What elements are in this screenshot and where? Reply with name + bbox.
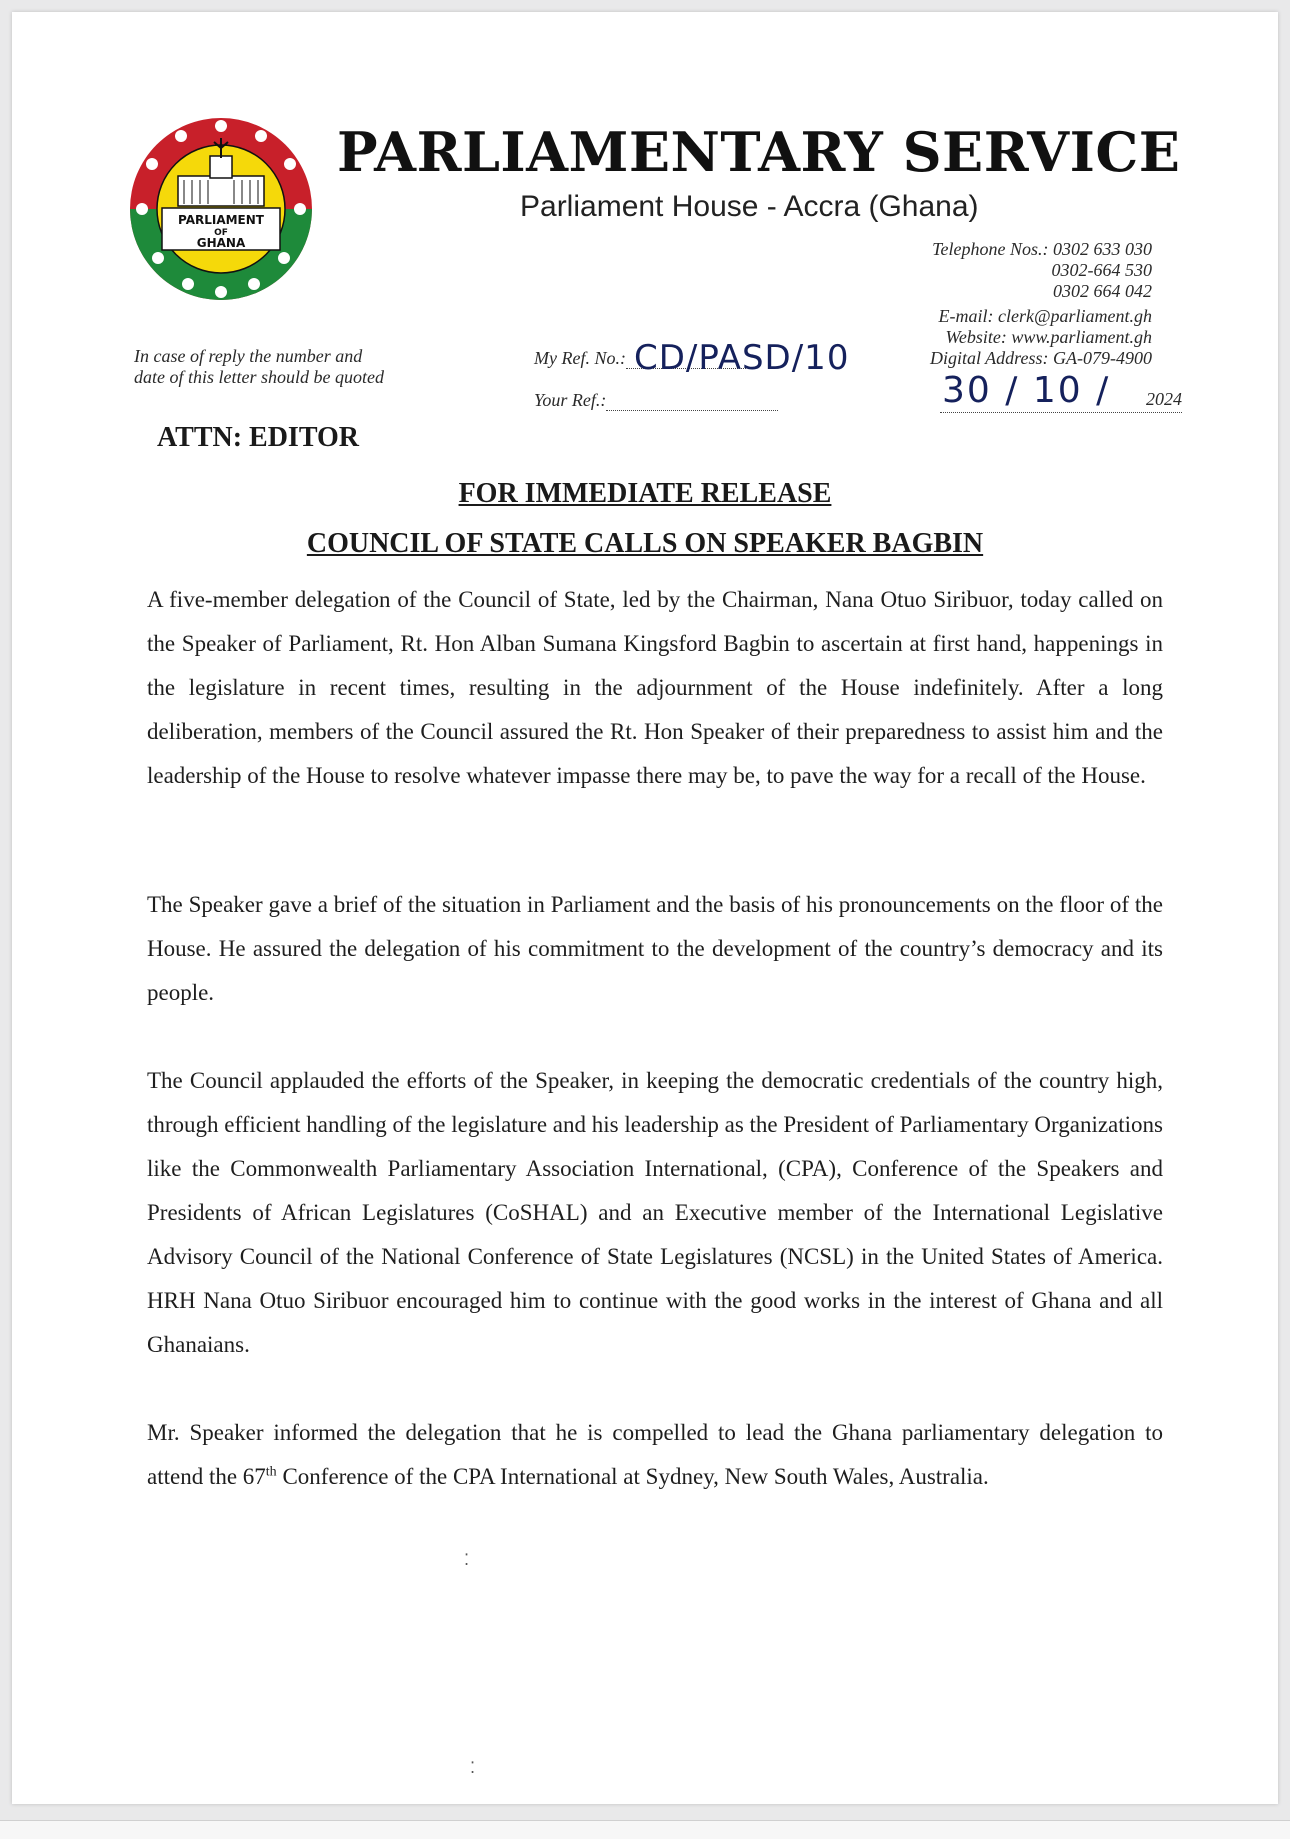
website-line: Website: www.parliament.gh <box>945 327 1152 347</box>
attn-line: ATTN: EDITOR <box>157 422 360 453</box>
org-address: Parliament House - Accra (Ghana) <box>520 190 979 223</box>
ordinal-suffix: th <box>265 1464 277 1480</box>
telephone-line-1: Telephone Nos.: 0302 633 030 <box>932 239 1152 259</box>
contact-block <box>930 239 1152 369</box>
logo-text-line-2: OF <box>214 228 228 238</box>
date-handwritten: 30 / 10 / <box>942 370 1111 411</box>
date-year: 2024 <box>1146 389 1182 409</box>
release-label: FOR IMMEDIATE RELEASE <box>458 478 832 509</box>
org-name: PARLIAMENTARY SERVICE <box>337 120 1181 184</box>
parliament-of-ghana-logo <box>128 116 314 302</box>
headline: COUNCIL OF STATE CALLS ON SPEAKER BAGBIN <box>306 528 984 559</box>
letter-page: PARLIAMENT OF GHANA PARLIAMENTARY SERVICE Parliament House - Accra (Ghana) Telephone Nos.: 0302 633 030 0302-664 530 0302 664 042 E-mail: clerk@parliament.gh Website: www.parliament.gh Digital Address: GA-079-4900 In case of reply the number and date of this letter should be quoted My Ref. No.: CD/PASD/10 Your Ref.: 30 / 10 / 2024 ATTN: EDITOR FOR IMMEDIATE RELEASE COUNCIL OF STATE CALLS ON SPEAKER BAGBIN A five-member delegation of the Council of State, led by the Chairman, Nana Otuo Siribuor, today called on the Speaker of Parliament, Rt. Hon Alban Sumana Kingsford Bagbin to ascertain at first hand, happenings in the legislature in recent times, resulting in the adjournment of the House indefinitely. After a long deliberation, members of the Council assured the Rt. Hon Speaker of their preparedness to assist him and the leadership of the House to resolve whatever impasse there may be, to pave the way for a recall of the House. The Speaker gave a brief of the situation in Parliament and the basis of his pronouncements on the floor of the House. He assured the delegation of his commitment to the development of the country’s democracy and its people. The Council applauded the efforts of the Speaker, in keeping the democratic credentials of the country high, through efficient handling of the legislature and his leadership as the President of Parliamentary Organizations like the Commonwealth Parliamentary Association International, (CPA), Conference of the Speakers and Presidents of African Legislatures (CoSHAL) and an Executive member of the International Legislative Advisory Council of the National Conference of State Legislatures (NCSL) in the United States of America. HRH Nana Otuo Siribuor encouraged him to continue with the good works in the interest of Ghana and all Ghanaians. Mr. Speaker informed the delegation that he is compelled to lead the Ghana parliamentary delegation to attend the 67th Conference of the CPA International at Sydney, New South Wales, Australia. ⁚ ⁚ <box>12 12 1278 1804</box>
digital-address-line: Digital Address: GA-079-4900 <box>930 348 1152 368</box>
telephone-line-2: 0302-664 530 <box>1051 260 1152 280</box>
email-line: E-mail: clerk@parliament.gh <box>938 306 1152 326</box>
body-paragraph-4 <box>147 1411 1163 1499</box>
page-bottom-edge <box>0 1820 1290 1839</box>
my-ref-label: My Ref. No.: <box>534 348 626 368</box>
my-ref-handwritten: CD/PASD/10 <box>634 338 850 378</box>
reply-note: In case of reply the number and date of this letter should be quoted <box>134 346 384 387</box>
body-paragraph-3: The Council applauded the efforts of the Speaker, in keeping the democratic credentials of the country high, through efficient handling of the legislature and his leadership as the President of Parliamentary Organizations like the Commonwealth Parliamentary Association International, (CPA), Conference of the Speakers and Presidents of African Legislatures (CoSHAL) and an Executive member of the International Legislative Advisory Council of the National Conference of State Legislatures (NCSL) in the United States of America. HRH Nana Otuo Siribuor encouraged him to continue with the good works in the interest of Ghana and all Ghanaians. <box>147 1068 1163 1357</box>
date-field <box>940 370 1182 413</box>
your-ref-label: Your Ref.: <box>534 390 607 410</box>
logo-text-line-3: GHANA <box>196 236 246 250</box>
logo-text-line-1: PARLIAMENT <box>178 213 264 227</box>
body-paragraph-1: A five-member delegation of the Council of State, led by the Chairman, Nana Otuo Siribuor, today called on the Speaker of Parliament, Rt. Hon Alban Sumana Kingsford Bagbin to ascertain at first hand, happenings in the legislature in recent times, resulting in the adjournment of the House indefinitely. After a long deliberation, members of the Council assured the Rt. Hon Speaker of their preparedness to assist him and the leadership of the House to resolve whatever impasse there may be, to pave the way for a recall of the House. <box>147 587 1163 788</box>
body-paragraph-2: The Speaker gave a brief of the situation in Parliament and the basis of his pronouncements on the floor of the House. He assured the delegation of his commitment to the development of the country’s democracy and its people. <box>147 892 1163 1005</box>
body-paragraph-4-end: Conference of the CPA International at Sydney, New South Wales, Australia. <box>276 1464 989 1489</box>
telephone-line-3: 0302 664 042 <box>1053 281 1152 301</box>
body-paragraph-4-start: Mr. Speaker informed the delegation that he is compelled to lead the Ghana parliamentary delegation to attend the 67 <box>147 1420 1163 1489</box>
